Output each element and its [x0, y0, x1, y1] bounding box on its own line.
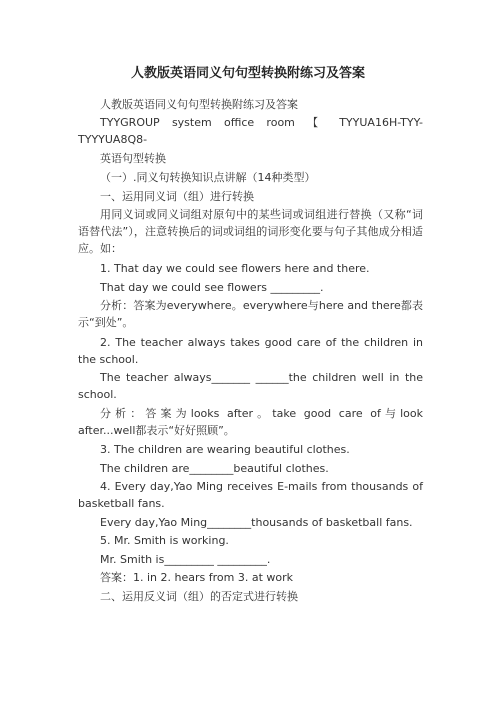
page-title: 人教版英语同义句句型转换附练习及答案 [130, 66, 365, 81]
example-sentence: 3. The children are wearing beautiful clothes. [100, 443, 350, 456]
doc-code-line: TYYGROUP system office room 【 TYYUA16H-TYY-TYYYUA8Q8- [78, 116, 423, 146]
subsection-heading: （一）.同义句转换知识点讲解（14种类型） [100, 171, 316, 184]
example-blank: Every day,Yao Ming________thousands of basketball fans. [100, 516, 413, 529]
section-heading: 英语句型转换 [100, 152, 166, 165]
example-sentence: 2. The teacher always takes good care of the children in the school. [78, 336, 423, 366]
example-blank: The children are________beautiful clothes. [100, 462, 329, 475]
answer-line: 答案：1. in 2. hears from 3. at work [100, 571, 293, 584]
topic-heading: 一、运用同义词（组）进行转换 [100, 190, 254, 203]
subtitle-line: 人教版英语同义句句型转换附练习及答案 [100, 98, 298, 111]
example-blank: The teacher always_______ ______the children well in the school. [78, 371, 423, 401]
example-sentence: 1. That day we could see flowers here and there. [100, 262, 370, 275]
example-sentence: 4. Every day,Yao Ming receives E-mails from thousands of basketball fans. [78, 480, 423, 510]
example-blank: Mr. Smith is_________ _________. [100, 553, 271, 566]
explanation-paragraph: 用同义词或同义词组对原句中的某些词或词组进行替换（又称“词语替代法”），注意转换后的词或词组的词形变化要与句子其他成分相适应。如： [78, 208, 423, 255]
analysis-text: 分析：答案为everywhere。everywhere与here and there都表示“到处”。 [78, 299, 423, 329]
topic-heading: 二、运用反义词（组）的否定式进行转换 [100, 590, 298, 603]
analysis-text: 分析：答案为looks after。take good care of与look after...well都表示“好好照顾”。 [78, 407, 423, 437]
example-sentence: 5. Mr. Smith is working. [100, 534, 229, 547]
example-blank: That day we could see flowers _________. [100, 281, 324, 294]
